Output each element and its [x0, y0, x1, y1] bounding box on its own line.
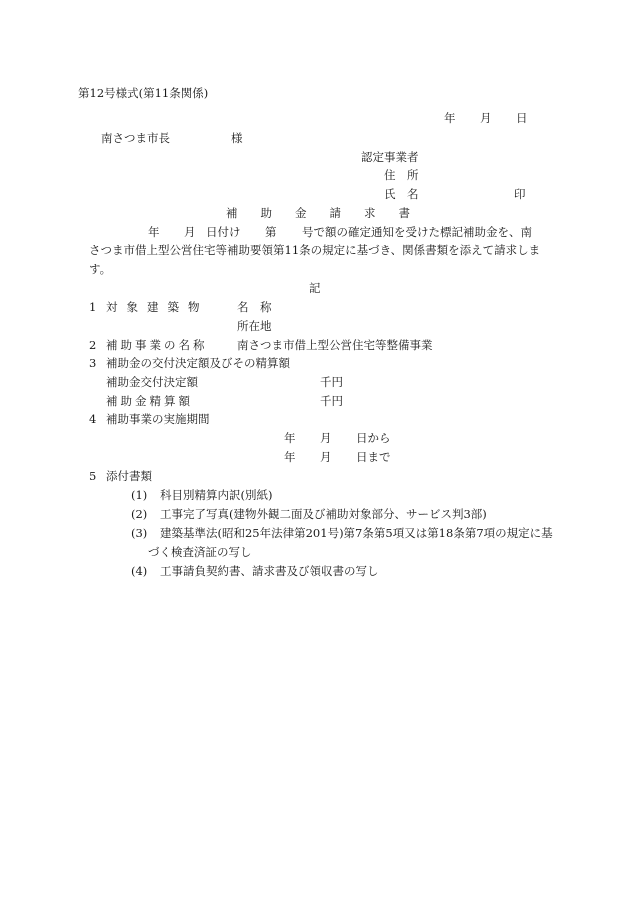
attachment-3-text: 建築基準法(昭和25年法律第201号)第7条第5項又は第18条第7項の規定に基: [160, 526, 553, 540]
body-dated: 日付け: [206, 225, 241, 239]
body-month: 月: [184, 225, 196, 239]
attachment-4-text: 工事請負契約書、請求書及び領収書の写し: [160, 564, 379, 578]
item3-decision-unit: 千円: [320, 375, 343, 389]
body-number-prefix: 第: [265, 225, 277, 239]
item2-number: 2: [89, 338, 97, 352]
body-line3: す。: [89, 262, 112, 276]
attachment-2-text: 工事完了写真(建物外観二面及び補助対象部分、サービス判3部): [160, 507, 487, 521]
item3-label: 補助金の交付決定額及びその精算額: [106, 356, 290, 370]
addressee-honorific: 様: [231, 131, 243, 145]
date-month: 月: [480, 111, 492, 125]
item1-label: 対象建築物: [106, 300, 209, 314]
item3-decision-label: 補助金交付決定額: [106, 375, 198, 389]
addressee-mayor: 南さつま市長: [101, 131, 170, 145]
item5-number: 5: [89, 469, 97, 483]
attachment-3-continuation: づく検査済証の写し: [148, 545, 252, 559]
item4-label: 補助事業の実施期間: [106, 412, 210, 426]
item4-from-year: 年: [284, 431, 296, 445]
ki-label: 記: [309, 281, 321, 295]
item4-from-month: 月: [320, 431, 332, 445]
item1-number: 1: [89, 300, 97, 314]
attachment-1-text: 科目別精算内訳(別紙): [160, 488, 273, 502]
item4-to-day: 日まで: [356, 450, 391, 464]
item1-location-label: 所在地: [237, 319, 272, 333]
item4-number: 4: [89, 412, 97, 426]
item1-name-label: 名 称: [237, 300, 272, 314]
item2-value: 南さつま市借上型公営住宅等整備事業: [237, 338, 433, 352]
document-title: 補 助 金 請 求 書: [226, 206, 410, 220]
item3-number: 3: [89, 356, 97, 370]
item4-to-month: 月: [320, 450, 332, 464]
date-day: 日: [516, 111, 528, 125]
item5-label: 添付書類: [106, 469, 152, 483]
attachment-2-number: (2): [131, 507, 148, 521]
item3-settlement-label: 補助金精算額: [106, 394, 193, 408]
form-number: 第12号様式(第11条関係): [78, 86, 209, 100]
body-line1-text: 号で額の確定通知を受けた標記補助金を、南: [302, 225, 532, 239]
attachment-3-number: (3): [131, 526, 148, 540]
attachment-1-number: (1): [131, 488, 148, 502]
item3-settlement-unit: 千円: [320, 394, 343, 408]
date-year: 年: [444, 111, 456, 125]
seal-mark: 印: [514, 187, 526, 201]
applicant-address-label: 住 所: [384, 168, 419, 182]
applicant-name-label: 氏 名: [384, 187, 419, 201]
body-line2: さつま市借上型公営住宅等補助要領第11条の規定に基づき、関係書類を添えて請求しま: [89, 243, 541, 257]
item4-from-day: 日から: [356, 431, 391, 445]
applicant-title: 認定事業者: [361, 150, 419, 164]
body-year: 年: [148, 225, 160, 239]
item2-label: 補助事業の名称: [106, 338, 208, 352]
attachment-4-number: (4): [131, 564, 148, 578]
item4-to-year: 年: [284, 450, 296, 464]
